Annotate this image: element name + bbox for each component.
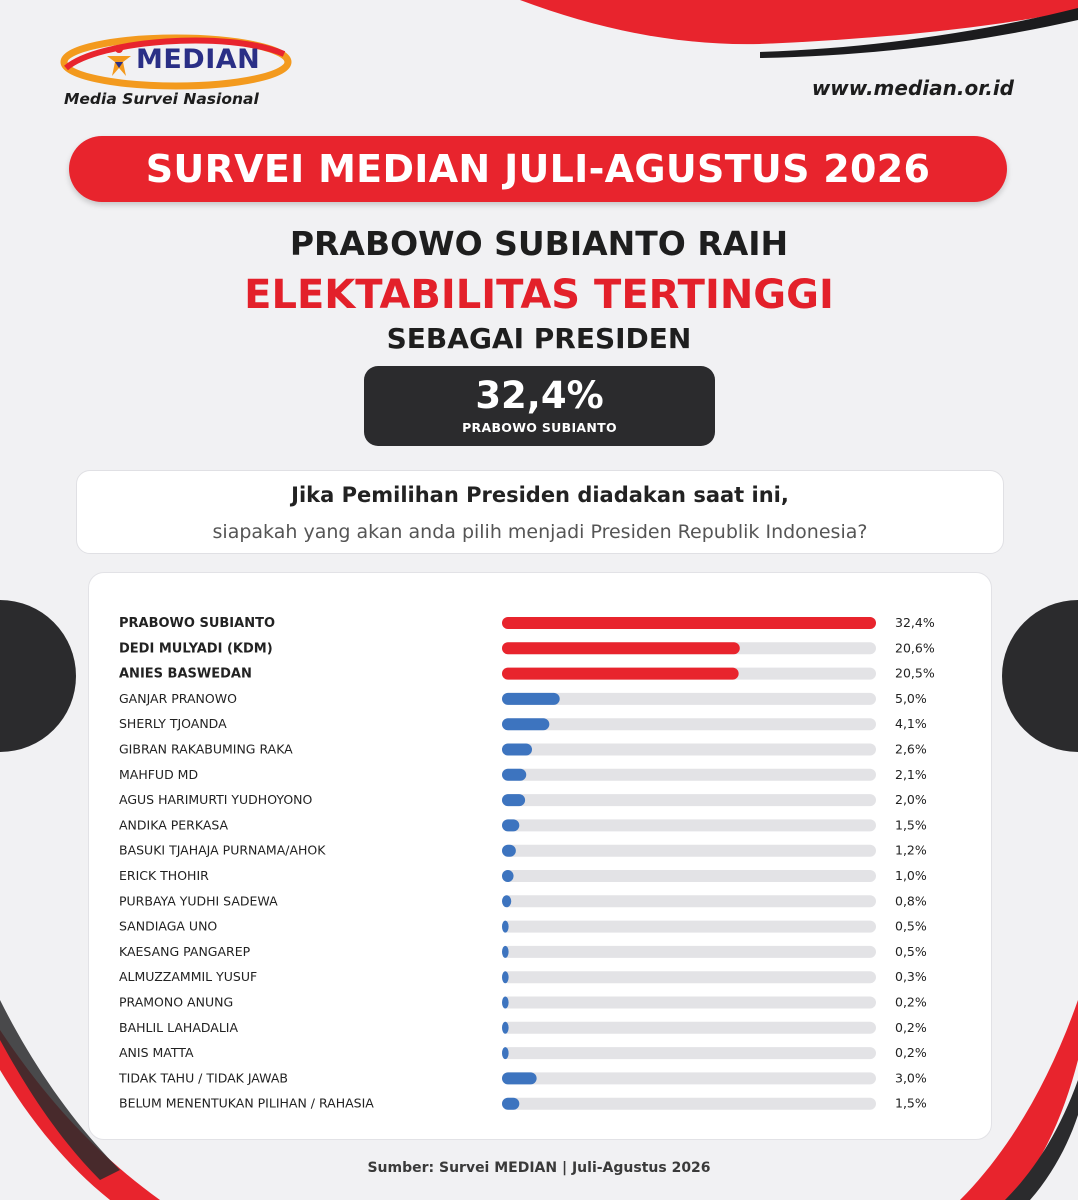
category-label: DEDI MULYADI (KDM) — [119, 641, 273, 657]
bar — [502, 668, 739, 680]
bar — [502, 1047, 509, 1059]
category-label: MAHFUD MD — [119, 766, 199, 782]
bar — [502, 870, 514, 882]
category-label: PRABOWO SUBIANTO — [119, 616, 275, 631]
bar — [502, 997, 509, 1009]
banner-title: SURVEI MEDIAN JULI-AGUSTUS 2026 — [145, 147, 931, 191]
bar-track — [502, 819, 876, 831]
bar — [502, 1072, 537, 1084]
chart-card — [88, 572, 992, 1140]
bar-track — [502, 1072, 876, 1084]
bar — [502, 769, 526, 781]
bar — [502, 946, 509, 958]
value-label: 2,6% — [895, 741, 927, 757]
bar-track — [502, 895, 876, 907]
bar-track — [502, 997, 876, 1009]
value-label: 0,8% — [895, 893, 927, 909]
bar-track — [502, 971, 876, 983]
value-label: 1,0% — [895, 868, 927, 883]
bar-track — [502, 845, 876, 857]
value-label: 3,0% — [895, 1070, 927, 1086]
headline-line-3: SEBAGAI PRESIDEN — [386, 322, 692, 355]
value-label: 20,6% — [895, 640, 935, 656]
category-label: GIBRAN RAKABUMING RAKA — [119, 741, 293, 757]
category-label: ANDIKA PERKASA — [119, 817, 229, 833]
bar — [502, 718, 549, 730]
bar-track — [502, 718, 876, 730]
bar-track — [502, 744, 876, 756]
bar-track — [502, 946, 876, 958]
logo-person-icon — [104, 44, 134, 78]
headline-line-2: ELEKTABILITAS TERTINGGI — [244, 272, 834, 318]
category-label: PRAMONO ANUNG — [119, 994, 234, 1010]
logo-tagline: Media Survei Nasional — [64, 90, 259, 108]
bar-track — [502, 794, 876, 806]
category-label: ANIS MATTA — [119, 1045, 194, 1061]
value-label: 2,0% — [895, 792, 927, 808]
bar — [502, 921, 509, 933]
value-label: 0,2% — [895, 994, 927, 1010]
bar-track — [502, 1098, 876, 1110]
category-label: BAHLIL LAHADALIA — [119, 1019, 239, 1035]
bar — [502, 617, 876, 629]
bar-track — [502, 769, 876, 781]
value-label: 5,0% — [895, 690, 927, 706]
bar — [502, 819, 519, 831]
bar-track — [502, 1022, 876, 1034]
bar — [502, 845, 516, 857]
bar — [502, 642, 740, 654]
category-label: ANIES BASWEDAN — [119, 666, 252, 682]
bar-track — [502, 870, 876, 882]
category-label: SANDIAGA UNO — [119, 918, 218, 934]
bar — [502, 794, 525, 806]
value-label: 0,5% — [895, 918, 927, 934]
headline-line-1: PRABOWO SUBIANTO RAIH — [289, 224, 789, 263]
category-label: BELUM MENENTUKAN PILIHAN / RAHASIA — [119, 1095, 374, 1111]
survey-question — [76, 470, 1004, 554]
category-label: TIDAK TAHU / TIDAK JAWAB — [119, 1070, 288, 1086]
bar — [502, 971, 509, 983]
bar-chart — [89, 573, 993, 1141]
bar — [502, 895, 511, 907]
bar — [502, 693, 560, 705]
title-banner — [69, 136, 1007, 202]
value-label: 4,1% — [895, 716, 927, 732]
value-label: 20,5% — [895, 665, 935, 681]
category-label: PURBAYA YUDHI SADEWA — [119, 893, 278, 909]
source-note: Sumber: Survei MEDIAN | Juli-Agustus 2026 — [367, 1160, 711, 1176]
category-label: KAESANG PANGAREP — [119, 943, 251, 959]
question-line-2: siapakah yang akan anda pilih menjadi Presiden Republik Indonesia? — [212, 521, 868, 543]
question-line-1: Jika Pemilihan Presiden diadakan saat ini, — [291, 483, 789, 507]
category-label: SHERLY TJOANDA — [119, 716, 227, 732]
value-label: 1,5% — [895, 1095, 927, 1111]
value-label: 1,5% — [895, 817, 927, 833]
bar-track — [502, 921, 876, 933]
bar — [502, 1022, 509, 1034]
value-label: 0,2% — [895, 1045, 927, 1061]
bar — [502, 1098, 519, 1110]
bar-track — [502, 1047, 876, 1059]
highlight-box — [364, 366, 715, 446]
value-label: 1,2% — [895, 842, 927, 858]
category-label: GANJAR PRANOWO — [119, 690, 237, 706]
value-label: 32,4% — [895, 615, 935, 630]
value-label: 0,5% — [895, 943, 927, 959]
value-label: 2,1% — [895, 766, 927, 782]
value-label: 0,2% — [895, 1019, 927, 1035]
category-label: ALMUZZAMMIL YUSUF — [119, 969, 258, 985]
website-link[interactable]: www.median.or.id — [811, 76, 1014, 100]
value-label: 0,3% — [895, 969, 927, 985]
highlight-name: PRABOWO SUBIANTO — [462, 420, 617, 435]
bar — [502, 744, 532, 756]
category-label: BASUKI TJAHAJA PURNAMA/AHOK — [119, 842, 326, 858]
logo-name: MEDIAN — [136, 44, 261, 75]
highlight-value: 32,4% — [475, 374, 604, 417]
category-label: AGUS HARIMURTI YUDHOYONO — [119, 792, 313, 808]
category-label: ERICK THOHIR — [119, 868, 209, 883]
